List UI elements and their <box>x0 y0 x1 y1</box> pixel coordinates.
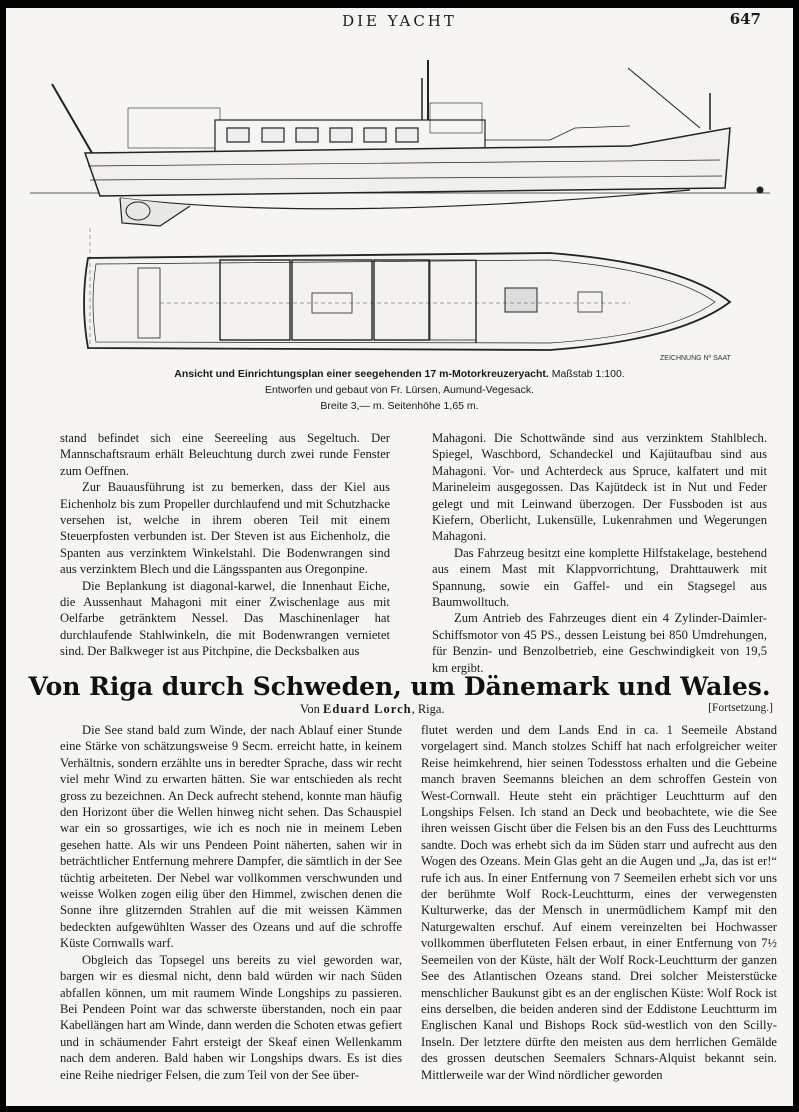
paragraph: Die Beplankung ist diagonal-karwel, die Innenhaut Eiche, die Aussenhaut Mahagoni mit einer Zwischenlage aus mit Oelfarbe getränktem Nessel. Das Maschinenlager hat durchlaufende Stahlwinkeln, die mit Bodenwrangen vernietet sind. Der Balkweger ist aus Pitchpine, die Decksbalken aus <box>60 578 390 659</box>
running-title: DIE YACHT <box>342 12 457 30</box>
paragraph: Zum Antrieb des Fahrzeuges dient ein 4 Zylinder-Daimler-Schiffsmotor von 45 PS., dessen Leistung bei 850 Umdrehungen, für Benzin- und Benzolbetrieb, eine Geschwindigkeit von 19,5 km ergibt. <box>432 611 767 675</box>
paragraph: Die See stand bald zum Winde, der nach Ablauf einer Stunde eine Stärke von schätzungsweise 9 Secm. erreicht hatte, in keinem Verhältnis, sondern erzählte uns in beredter Sprache, dass wir recht viel mehr Wind zu erwarten hätten. Sie war entschieden als recht gross zu bezeichnen. An Deck aufrecht stehend, konnte man häufig den Horizont über die Wellen hinweg nicht sehen. Das Schauspiel war ein so grossartiges, wie ich es noch nie in meinem Leben gesehen hatte. Als wir uns Pendeen Point näherten, sahen wir in beträchtlicher Entfernung mehrere Dampfer, die sämtlich in der See tüchtig arbeiteten. Der Nebel war vollkommen verschwunden und weisse Wolken zogen eilig über den Himmel, zwischen denen die Sonne ihre glitzernden Strahlen auf die mit weissen Kämmen bedeckten aufgewühlten Wasser des Ozeans und auf die schroffe Küste Cornwalls warf. <box>60 723 402 951</box>
paragraph: Mahagoni. Die Schottwände sind aus verzinktem Stahlblech. Spiegel, Waschbord, Schandeckel und Kajütaufbau sind aus Mahagoni. Vor- und Achterdeck aus Spruce, kalfatert und mit Marineleim ausgegossen. Das Kajütdeck ist in Nut und Feder gelegt und mit Leinwand überzogen. Der Fussboden ist aus Kiefern, Oberlicht, Lukensülle, Lukenrahmen und Wegerungen Mahagoni. <box>432 431 767 544</box>
article2-column-left <box>60 722 402 1083</box>
paragraph: stand befindet sich eine Seereeling aus Segeltuch. Der Mannschaftsraum erhält Beleuchtung durch zwei runde Fenster zum Oeffnen. <box>60 431 390 478</box>
caption-builder: Entworfen und gebaut von Fr. Lürsen, Aumund-Vegesack. <box>264 384 535 396</box>
article2-column-right <box>421 722 777 1083</box>
article-heading: Von Riga durch Schweden, um Dänemark und Wales. <box>28 672 771 701</box>
figure-caption <box>0 366 799 414</box>
profile-view <box>30 60 770 226</box>
byline <box>300 702 445 717</box>
caption-dimensions: Breite 3,— m. Seitenhöhe 1,65 m. <box>320 400 479 412</box>
paragraph: Obgleich das Topsegel uns bereits zu viel geworden war, bargen wir es diesmal nicht, denn bald würden wir nach Süden abfallen können, um mit raumem Winde Longships zu passieren. Bei Pendeen Point war das schwerste überstanden, noch ein paar Kabellängen hart am Winde, dann werden die Schoten etwas gefiert und in schäumender Fahrt ersteigt der Skeaf einen Wellenkamm nach dem anderen. Bald haben wir Longships dwars. Es ist dies eine Reihe niedriger Felsen, die zum Teil von der See über- <box>60 952 402 1082</box>
author-name: Eduard Lorch <box>323 702 412 716</box>
continuation-note: [Fortsetzung.] <box>708 702 773 714</box>
page-number: 647 <box>729 10 761 28</box>
article1-column-left <box>60 430 390 660</box>
yacht-drawing <box>30 48 770 373</box>
paragraph: Das Fahrzeug besitzt eine komplette Hilfstakelage, bestehend aus einem Mast mit Klappvorrichtung, Drahttauwerk mit Spannung, sowie ein Gaffel- und ein Stagsegel aus Baumwolltuch. <box>432 545 767 610</box>
caption-title: Ansicht und Einrichtungsplan einer seegehenden 17 m-Motorkreuzeryacht. <box>174 368 549 380</box>
drawing-signature: ZEICHNUNG Nº SAAT <box>660 355 731 362</box>
article1-column-right <box>432 430 767 676</box>
caption-scale: Maßstab 1:100. <box>551 368 625 380</box>
byline-prefix: Von <box>300 702 320 716</box>
paragraph: Zur Bauausführung ist zu bemerken, dass der Kiel aus Eichenholz bis zum Propeller durchlaufend und mit Schutzhacke versehen ist, welche in ihrem oberen Teil mit einem Steuerpfosten verbunden ist. Der Steven ist aus Eichenholz, die Spanten aus verzinktem Winkelstahl. Die Bodenwrangen sind aus verzinktem Blech und die Längsspanten aus Oregonpine. <box>60 480 390 577</box>
author-place: , Riga. <box>411 702 445 716</box>
paragraph: flutet werden und dem Lands End in ca. 1 Seemeile Abstand vorgelagert sind. Manch stolzes Schiff hat nach erfolgreicher weiter Reise heimkehrend, hier seinen Todesstoss erhalten und die Gebeine manch braven Seemanns bleichen an dem schroffen Gestein von West-Cornwall. Heute steht ein prächtiger Leuchtturm auf den Longships Felsen. Ich stand an Deck und beobachtete, wie die See ihren weissen Gischt über die Felsen bis an den Fuss des Leuchtturms sandte. Doch was erhebt sich da im Süden starr und aufrecht aus den Wogen des Ozeans. Mein Glas geht an die Augen und „Ja, das ist er!“ rufe ich aus. In einer Entfernung von 7 Seemeilen erhebt sich vor uns der berühmte Wolf Rock-Leuchtturm, eines der verwegensten Kulturwerke, das der Mensch in unermüdlichem Kampf mit den Naturgewalten erschuf. Auf einem vereinzelten bei Hochwasser vollkommen überfluteten Felsen erbaut, in einer Entfernung von 7½ Seemeilen von der Küste, hält der Wolf Rock-Leuchtturm der ganzen See des Atlantischen Ozeans stand. Drei solcher Meisterstücke menschlicher Baukunst gibt es an der englischen Küste: Wolf Rock ist eins derselben, die beiden anderen sind der Eddistone Leuchtturm im Englischen Kanal und Bishops Rock süd-westlich von den Scilly-Inseln. Der letztere dürfte den meisten aus dem herrlichen Gemälde des grossen deutschen Seemalers Schnars-Alquist bekannt sein. Mittlerweile war der Wind nördlicher geworden <box>421 723 777 1082</box>
plan-view <box>84 228 730 350</box>
